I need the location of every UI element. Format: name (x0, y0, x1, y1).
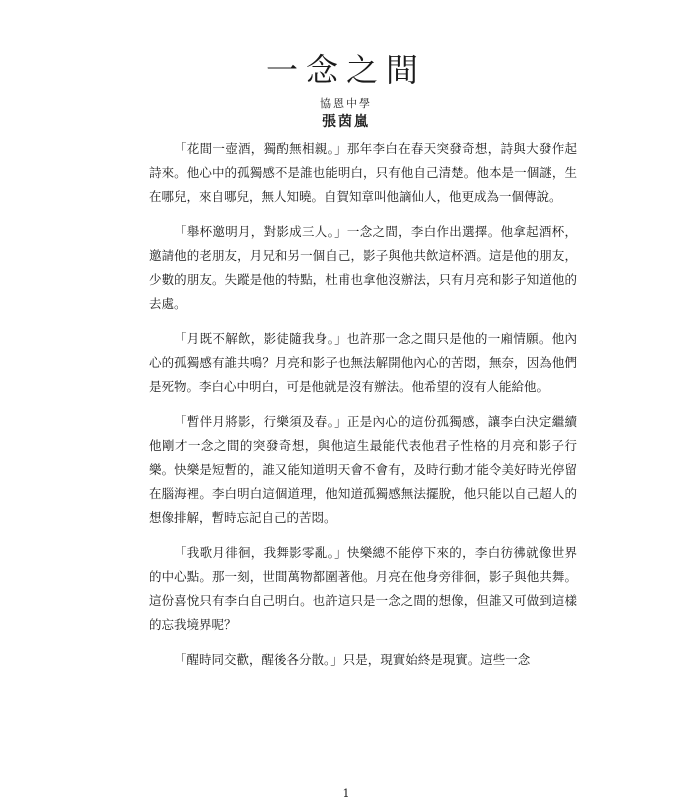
school-name: 協恩中學 (320, 97, 372, 110)
document-title: 一念之間 (265, 51, 426, 89)
paragraph-5: 「我歌月徘徊，我舞影零亂。」快樂總不能停下來的，李白彷彿就像世界的中心點。那一刻，世間萬物都圍著他。月亮在他身旁徘徊，影子與他共舞。這份喜悅只有李白自己明白。也許這只是一念之間的想像，但誰又可做到這樣的忘我境界呢？ (149, 545, 577, 632)
paragraph-1: 「花間一壺酒，獨酌無相親。」那年李白在春天突發奇想，詩與大發作起詩來。他心中的孤獨感不是誰也能明白，只有他自己清楚。他本是一個謎，生在哪兒，來自哪兒，無人知曉。自賀知章叫他謫仙人，他更成為一個傳說。 (149, 141, 577, 204)
paragraph-6: 「醒時同交歡，醒後各分散。」只是，現實始終是現實。這些一念 (174, 652, 531, 667)
paragraph-4: 「暫伴月將影，行樂須及春。」正是內心的這份孤獨感，讓李白決定繼續他剛才一念之間的突發奇想，與他這生最能代表他君子性格的月亮和影子行樂。快樂是短暫的，誰又能知道明天會不會有，及時行動才能令美好時光停留在腦海裡。李白明白這個道理，他知道孤獨感無法擺脫，他只能以自己超人的想像排解，暫時忘記自己的苦悶。 (149, 414, 577, 525)
paragraph-2: 「舉杯邀明月，對影成三人。」一念之間，李白作出選擇。他拿起酒杯，邀請他的老朋友，月兄和另一個自己，影子與他共飲這杯酒。這是他的朋友，少數的朋友。失蹤是他的特點，杜甫也拿他沒辦法，只有月亮和影子知道他的去處。 (149, 224, 577, 311)
author-name: 張茵嵐 (322, 114, 370, 130)
essay-body (149, 137, 577, 683)
page-number: 1 (342, 787, 350, 800)
paragraph-3: 「月既不解飲，影徒隨我身。」也許那一念之間只是他的一廂情願。他內心的孤獨感有誰共鳴？月亮和影子也無法解開他內心的苦悶，無奈，因為他們是死物。李白心中明白，可是他就是沒有辦法。他希望的沒有人能給他。 (149, 331, 577, 394)
